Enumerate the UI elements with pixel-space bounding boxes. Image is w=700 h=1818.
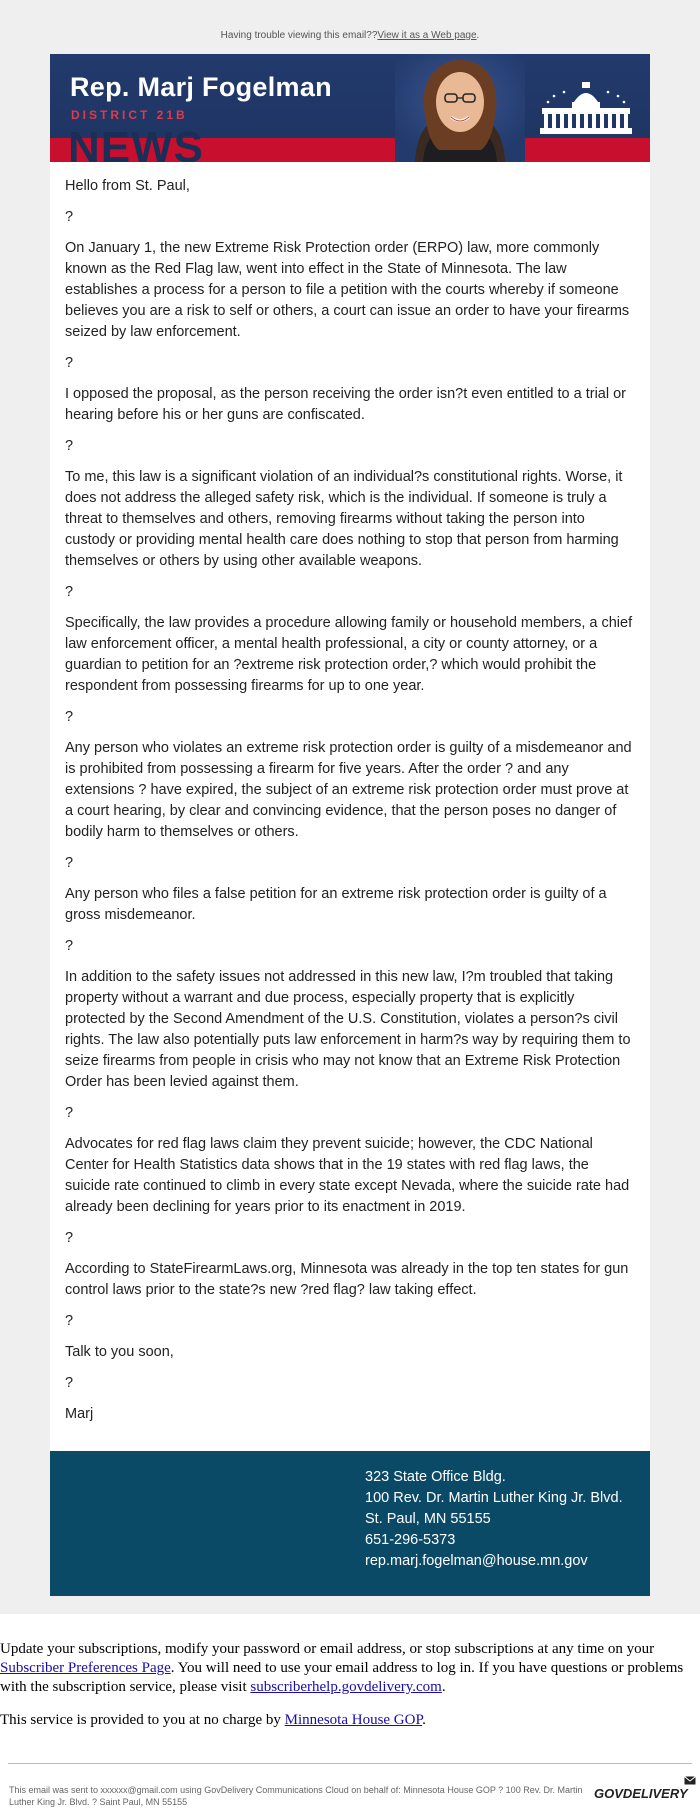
closing: Talk to you soon, (65, 1344, 174, 1360)
email-address: rep.marj.fogelman@house.mn.gov (365, 1553, 588, 1569)
spacer: ? (65, 855, 74, 871)
phone-number: 651-296-5373 (365, 1532, 456, 1548)
service-provided-text: . (422, 1712, 426, 1728)
spacer: ? (65, 355, 74, 371)
representative-photo (395, 54, 525, 162)
contact-footer (50, 1451, 650, 1596)
service-provided-text: This service is provided to you at no charge by (0, 1712, 285, 1728)
preheader-text: Having trouble viewing this email?? (220, 30, 378, 41)
envelope-icon (684, 1776, 696, 1785)
spacer: ? (65, 438, 74, 454)
spacer: ? (65, 209, 74, 225)
contact-address (365, 1467, 623, 1572)
signature: Marj (65, 1406, 94, 1422)
paragraph: Any person who files a false petition for an extreme risk protection order is guilty of a gross misdemeanor. (65, 886, 607, 923)
paragraph: Any person who violates an extreme risk protection order is guilty of a misdemeanor and is prohibited from possessing a firearm for five years. After the order ? and any extensions ? have expired, the subject of an extreme risk protection order must prove at a court hearing, by clear and convincing evidence, that the person poses no danger of bodily harm to themselves or others. (65, 740, 632, 840)
spacer: ? (65, 1313, 74, 1329)
newsletter-card (50, 54, 650, 1451)
paragraph: To me, this law is a significant violation of an individual?s constitutional rights. Worse, it does not address the alleged safety risk, which is the individual. If someone is truly a threat to themselves and others, removing firearms without taking the person into custody or providing mental health care does nothing to stop that person from harming themselves or others by using other available weapons. (65, 469, 623, 569)
paragraph: Specifically, the law provides a procedure allowing family or household members, a chief law enforcement officer, a mental health professional, a city or county attorney, or a guardian to petition for an ?extreme risk protection order,? which would prohibit the respondent from possessing firearms for up to one year. (65, 615, 633, 694)
minnesota-house-gop-link[interactable]: Minnesota House GOP (284, 1712, 423, 1728)
subscription-text: Update your subscriptions, modify your password or email address, or stop subscriptions at any time on your (0, 1641, 655, 1657)
paragraph: Advocates for red flag laws claim they prevent suicide; however, the CDC National Center for Health Statistics data shows that in the 19 states with red flag laws, the suicide rate continued to climb in every state except Nevada, where the suicide rate had already been declining for years prior to its enactment in 2019. (65, 1136, 630, 1215)
subscription-text: . (441, 1679, 446, 1695)
subscriber-preferences-link[interactable]: Subscriber Preferences Page (0, 1660, 171, 1676)
preheader: Having trouble viewing this email??View it as a Web page. (220, 30, 480, 41)
greeting: Hello from St. Paul, (65, 178, 190, 194)
spacer: ? (65, 1230, 74, 1246)
legal-text: This email was sent to xxxxxx@gmail.com using GovDelivery Communications Cloud on behalf of: Minnesota House GOP ? 100 Rev. Dr. Martin Luther King Jr. Blvd. ? Saint Paul, MN 55155 (9, 1785, 583, 1807)
footer-divider (8, 1763, 692, 1764)
subscription-info (0, 1640, 700, 1744)
spacer: ? (65, 1375, 74, 1391)
address-city: St. Paul, MN 55155 (365, 1511, 491, 1527)
govdelivery-logo-text: GOVDELIVERY (594, 1786, 688, 1801)
paragraph: According to StateFirearmLaws.org, Minnesota was already in the top ten states for gun control laws prior to the state?s new ?red flag? law taking effect. (65, 1261, 629, 1298)
paragraph: I opposed the proposal, as the person receiving the order isn?t even entitled to a trial or hearing before his or her guns are confiscated. (65, 386, 627, 423)
spacer: ? (65, 709, 74, 725)
capitol-icon (538, 80, 634, 136)
paragraph: On January 1, the new Extreme Risk Protection order (ERPO) law, more commonly known as the Red Flag law, went into effect in the State of Minnesota. The law establishes a process for a person to file a petition with the courts whereby if someone believes you are a risk to self or others, a court can issue an order to have your firearms seized by law enforcement. (65, 240, 630, 340)
subscriber-help-link[interactable]: subscriberhelp.govdelivery.com (250, 1679, 442, 1695)
spacer: ? (65, 938, 74, 954)
spacer: ? (65, 584, 74, 600)
paragraph: In addition to the safety issues not addressed in this new law, I?m troubled that taking property without a warrant and due process, especially property that is explicitly protected by the Second Amendment of the U.S. Constitution, violates a person?s civil rights. The law also potentially puts law enforcement in harm?s way by requiring them to seize firearms from people in crisis who may not know that an Extreme Risk Protection Order has been levied against them. (65, 969, 631, 1090)
govdelivery-logo[interactable] (594, 1786, 688, 1801)
news-label: NEWS (68, 123, 204, 162)
district-label: DISTRICT 21B (71, 108, 188, 122)
spacer: ? (65, 1105, 74, 1121)
email-body (50, 162, 650, 1451)
address-line-1: 323 State Office Bldg. (365, 1469, 506, 1485)
representative-name: Rep. Marj Fogelman (70, 72, 332, 102)
address-line-2: 100 Rev. Dr. Martin Luther King Jr. Blvd. (365, 1490, 623, 1506)
subscription-text: . You will need to use your email address to log in. If you have questions or problems with the subscription service, please visit (0, 1660, 684, 1695)
header-banner (50, 54, 650, 162)
view-web-page-link[interactable]: View it as a Web page (377, 30, 477, 41)
